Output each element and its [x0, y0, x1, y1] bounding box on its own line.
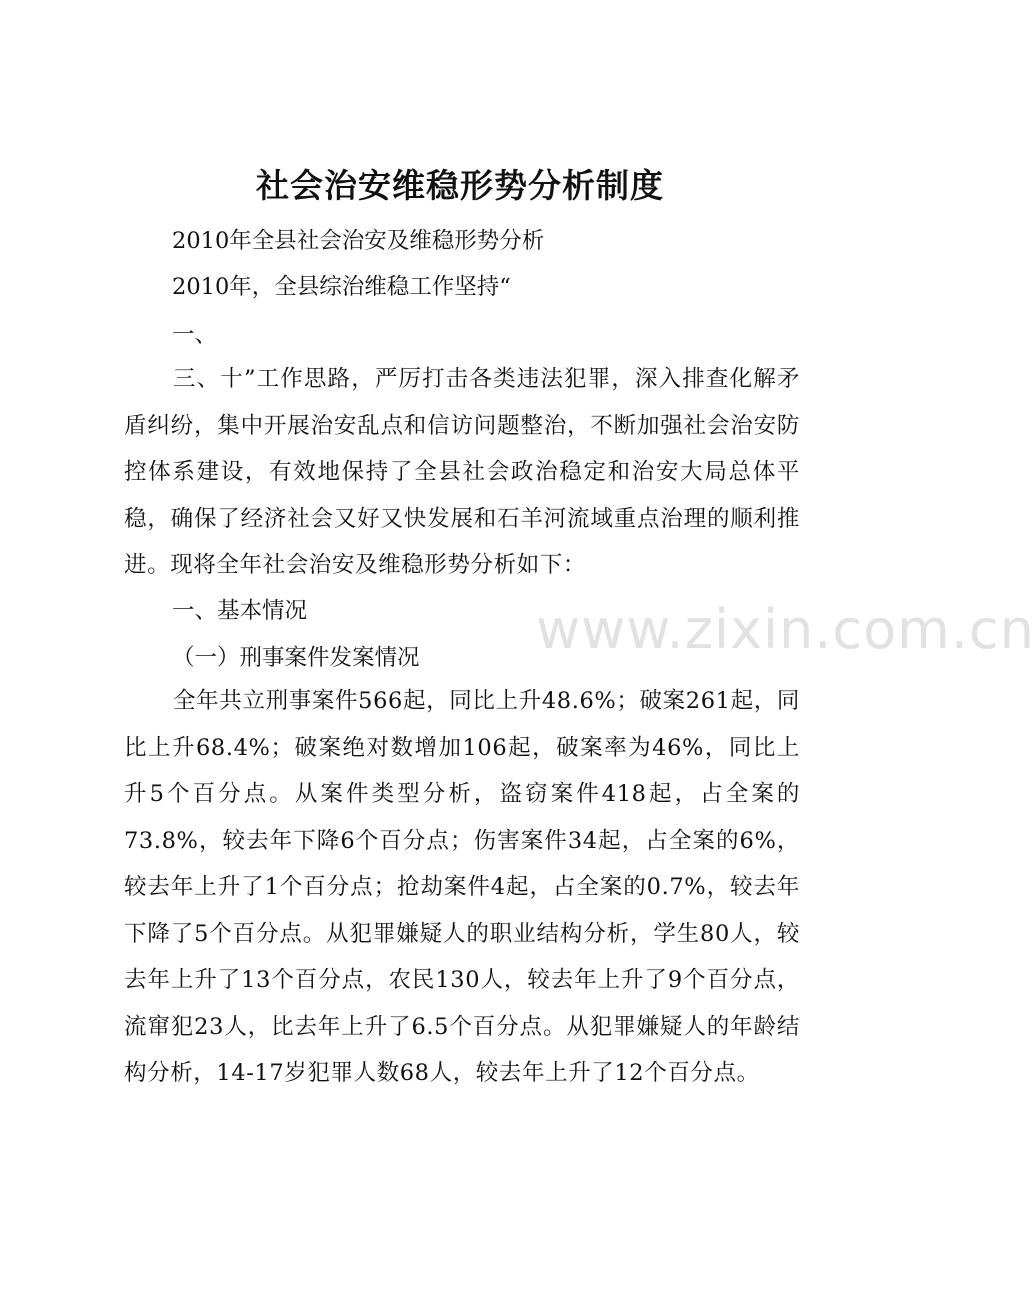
- paragraph-case-statistics: 全年共立刑事案件566起，同比上升48.6%；破案261起，同比上升68.4%；破案绝对数增加106起，破案率为46%，同比上升5个百分点。从案件类型分析，盗窃案件418起，占全案的73.8%，较去年下降6个百分点；伤害案件34起，占全案的6%，较去年上升了1个百分点；抢劫案件4起，占全案的0.7%，较去年下降了5个百分点。从犯罪嫌疑人的职业结构分析，学生80人，较去年上升了13个百分点，农民130人，较去年上升了9个百分点，流窜犯23人，比去年上升了6.5个百分点。从犯罪嫌疑人的年龄结构分析，14-17岁犯罪人数68人，较去年上升了12个百分点。: [124, 688, 800, 1086]
- site-watermark: www.zixin.com.cn: [536, 598, 1035, 661]
- intro-line: 2010年，全县综治维稳工作坚持“: [172, 274, 511, 300]
- subtitle-line: 2010年全县社会治安及维稳形势分析: [172, 228, 545, 254]
- item-one-line: 一、: [172, 322, 218, 348]
- document-title: 社会治安维稳形势分析制度: [256, 166, 664, 205]
- paragraph-work-summary: 三、十”工作思路，严厉打击各类违法犯罪，深入排查化解矛盾纠纷，集中开展治安乱点和信访问题整治，不断加强社会治安防控体系建设，有效地保持了全县社会政治稳定和治安大局总体平稳，确保了经济社会又好又快发展和石羊河流域重点治理的顺利推进。现将全年社会治安及维稳形势分析如下：: [124, 366, 800, 578]
- subsection-heading-criminal-cases: （一）刑事案件发案情况: [172, 645, 420, 671]
- section-heading-basic-situation: 一、基本情况: [172, 598, 308, 624]
